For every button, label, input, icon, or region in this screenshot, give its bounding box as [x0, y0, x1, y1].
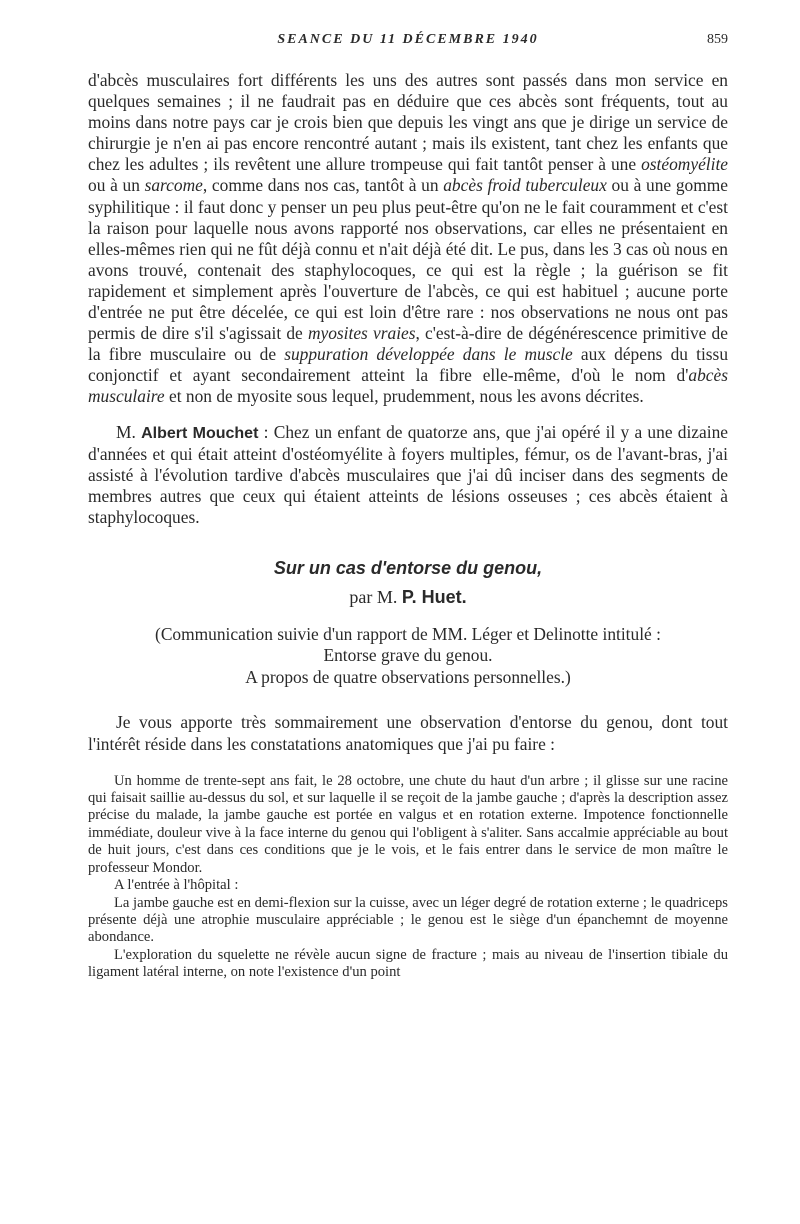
communication-line-3: A propos de quatre observations personnelles.) [245, 666, 571, 687]
paragraph-continuation: d'abcès musculaires fort différents les uns des autres sont passés dans mon service en quelques semaines ; il ne faudrait pas en déduire que ces abcès sont fréquents, tout au moins dans notre pays car je crois bien que depuis les vingt ans que je dirige un service de chirurgie je n'en ai pas encore rencontré autant ; mais ils existent, tant chez les enfants que chez les adultes ; ils revêtent une allure trompeuse qui fait tantôt penser à une ostéomyélite ou à un sarcome, comme dans nos cas, tantôt à un abcès froid tuberculeux ou à une gomme syphilitique : il faut donc y penser un peu plus peut-être qu'on ne le fait couramment et c'est la raison pour laquelle nous avons rapporté nos observations, car elles ne présentaient en elles-mêmes rien qui ne fût déjà connu et n'ait déjà été dit. Le pus, dans les 3 cas où nous en avons trouvé, contenait des staphylocoques, ce qui est la règle ; la guérison se fit rapidement et simplement après l'ouverture de l'abcès, ce qui est habituel ; aucune porte d'entrée ne put être décelée, ce qui est loin d'être rare : nos observations ne nous ont pas permis de dire s'il s'agissait de myosites vraies, c'est-à-dire de dégénérescence primitive de la fibre musculaire ou de suppuration développée dans le muscle aux dépens du tissu conjonctif et ayant secondairement atteint la fibre elle-même, d'où le nom d'abcès musculaire et non de myosite sous lequel, prudemment, nous les avons décrites. [88, 70, 729, 407]
speaker-name: Albert Mouchet [141, 424, 259, 442]
observation-paragraph-1: Un homme de trente-sept ans fait, le 28 octobre, une chute du haut d'un arbre ; il glisse sur une racine qui faisait saillie au-dessus du sol, et sur laquelle il se reçoit de la jambe gauche ; d'après la description assez précise du malade, la jambe gauche est portée en valgus et en rotation externe. Impotence fonctionnelle immédiate, douleur vive à la face interne du genou qui l'obligent à s'aliter. Sans accalmie appréciable au bout de huit jours, c'est dans ces conditions que je le vois, et le fais entrer dans le service de mon maître le professeur Mondor. [88, 772, 728, 876]
observation-paragraph-3: La jambe gauche est en demi-flexion sur la cuisse, avec un léger degré de rotation externe ; le quadriceps présente déjà une atrophie musculaire appréciable ; le genou est le siège d'un épanchemnt de moyenne abondance. [88, 894, 728, 946]
author-name: P. Huet. [401, 586, 467, 607]
communication-line-2: Entorse grave du genou. [323, 645, 493, 666]
section-title: Sur un cas d'entorse du genou, [273, 557, 543, 578]
running-title: SEANCE DU 11 DÉCEMBRE 1940 [277, 32, 539, 47]
observation-paragraph-2: A l'entrée à l'hôpital : [114, 877, 239, 894]
page-number: 859 [707, 32, 728, 47]
communication-line-1: (Communication suivie d'un rapport de MM. Léger et Delinotte intitulé : [155, 623, 661, 644]
observation-paragraph-4: L'exploration du squelette ne révèle aucun signe de fracture ; mais au niveau de l'insertion tibiale du ligament latéral interne, on note l'existence d'un point [88, 946, 728, 981]
intro-paragraph: Je vous apporte très sommairement une observation d'entorse du genou, dont tout l'intérêt réside dans les constatations anatomiques que j'ai pu faire : [88, 712, 728, 754]
body-text [88, 70, 728, 982]
byline: par M. P. Huet. [349, 586, 467, 607]
paragraph-mouchet: M. Albert Mouchet : Chez un enfant de quatorze ans, que j'ai opéré il y a une dizaine d'années et qui était atteint d'ostéomyélite à foyers multiples, fémur, os de l'avant-bras, j'ai assisté à l'évolution tardive d'abcès musculaires que j'ai dû inciser dans des segments de membres autres que ceux qui étaient atteints de lésions osseuses ; ces abcès étaient à staphylocoques. [88, 421, 728, 527]
